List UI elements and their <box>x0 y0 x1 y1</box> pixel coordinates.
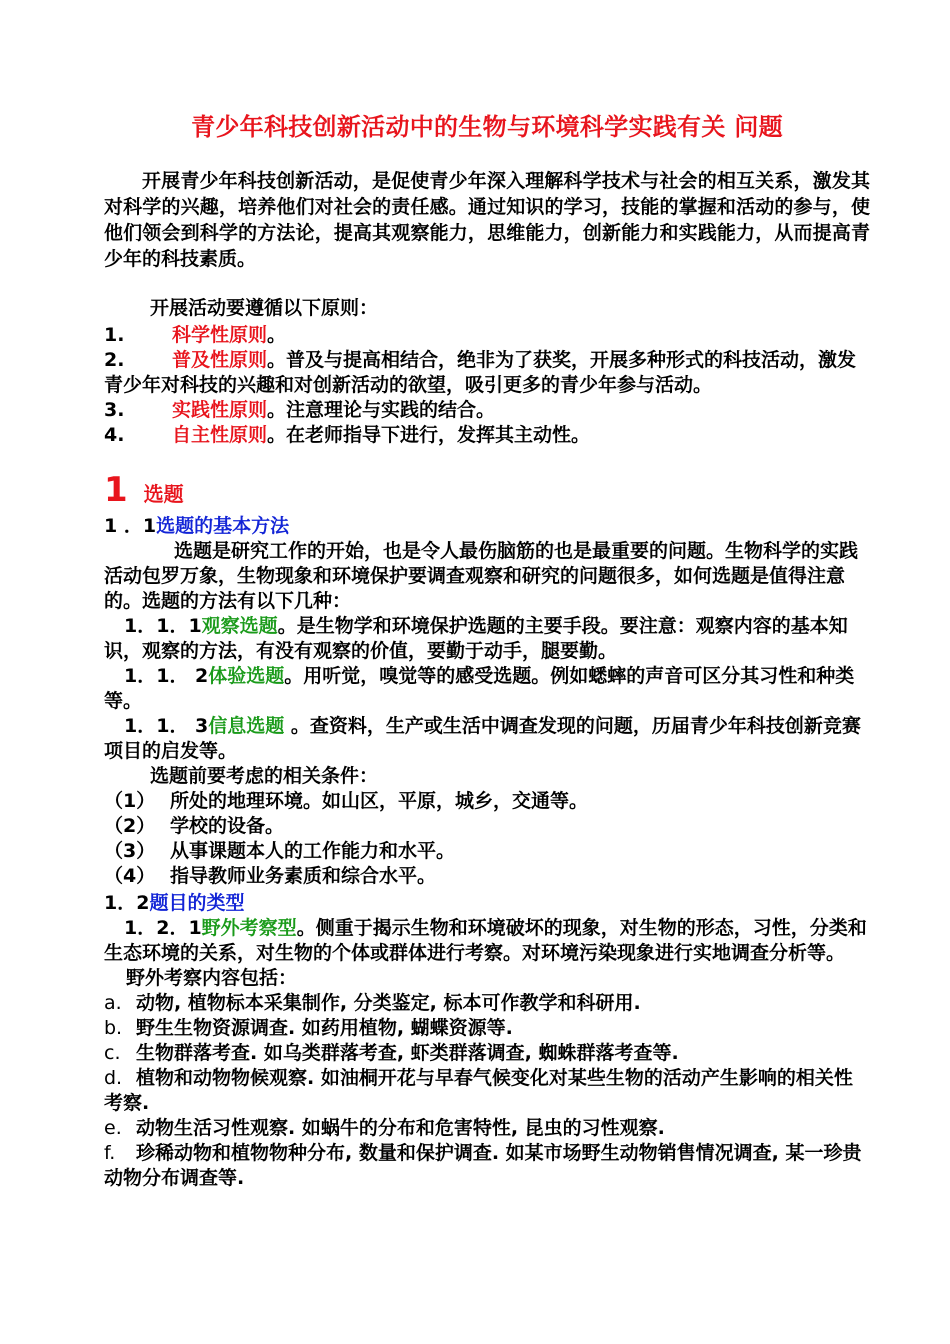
method-item <box>104 614 870 664</box>
method-name: 信息选题 <box>208 715 285 737</box>
method-text: 。查资料，生产或生活中调查发现的问题，历届青少年科技创新竞赛项目的启发等。 <box>104 715 861 762</box>
condition-label: （2） <box>104 815 156 837</box>
principle-item <box>104 323 870 348</box>
condition-item <box>104 864 870 889</box>
principle-number: 1. <box>104 324 125 346</box>
field-letter: f. <box>104 1142 116 1164</box>
field-letter: c. <box>104 1042 121 1064</box>
field-letter: d. <box>104 1067 123 1089</box>
principle-name: 自主性原则 <box>172 424 268 446</box>
condition-label: （3） <box>104 840 156 862</box>
document-title: 青少年科技创新活动中的生物与环境科学实践有关 问题 <box>191 113 783 141</box>
principle-name: 科学性原则 <box>172 324 268 346</box>
subsection-intro: 选题是研究工作的开始，也是令人最伤脑筋的也是最重要的问题。生物科学的实践活动包罗万象，生物现象和环境保护要调查观察和研究的问题很多，如何选题是值得注意的。选题的方法有以下几种： <box>104 540 859 612</box>
intro-paragraph: 开展青少年科技创新活动，是促使青少年深入理解科学技术与社会的相互关系，激发其对科学的兴趣，培养他们对社会的责任感。通过知识的学习，技能的掌握和活动的参与，使他们领会到科学的方法论，提高其观察能力，思维能力，创新能力和实践能力，从而提高青少年的科技素质。 <box>104 170 870 270</box>
field-text: 动物生活习性观察. 如蜗牛的分布和危害特性, 昆虫的习性观察. <box>136 1117 665 1139</box>
method-number: 1．1．1 <box>124 615 202 637</box>
conditions-list <box>104 789 870 889</box>
section-number: 1 <box>104 470 128 510</box>
method-name: 观察选题 <box>201 615 278 637</box>
principle-name: 普及性原则 <box>172 349 268 371</box>
section-heading <box>104 470 870 510</box>
field-text: 珍稀动物和植物物种分布, 数量和保护调查. 如某市场野生动物销售情况调查, 某一珍贵动物分布调查等. <box>104 1142 862 1189</box>
field-letter: e. <box>104 1117 122 1139</box>
field-text: 生物群落考查. 如乌类群落考查, 虾类群落调查, 蜘蛛群落考查等. <box>136 1042 679 1064</box>
condition-text: 指导教师业务素质和综合水平。 <box>170 865 437 887</box>
method-name: 体验选题 <box>208 665 285 687</box>
condition-text: 所处的地理环境。如山区，平原，城乡，交通等。 <box>170 790 589 812</box>
condition-label: （1） <box>104 790 156 812</box>
principle-number: 3. <box>104 399 125 421</box>
subsection-title: 题目的类型 <box>149 892 245 914</box>
method-text: 。用听觉，嗅觉等的感受选题。例如蟋蟀的声音可区分其习性和种类等。 <box>104 665 855 712</box>
type-number: 1．2．1 <box>124 917 202 939</box>
condition-label: （4） <box>104 865 156 887</box>
condition-item <box>104 789 870 814</box>
field-item <box>104 1066 870 1116</box>
method-number: 1．1． 3 <box>124 715 209 737</box>
principle-text: 。注意理论与实践的结合。 <box>267 399 496 421</box>
principle-name: 实践性原则 <box>172 399 268 421</box>
field-text: 植物和动物物候观察. 如油桐开花与早春气候变化对某些生物的活动产生影响的相关性考察. <box>104 1067 853 1114</box>
principle-text: 。在老师指导下进行，发挥其主动性。 <box>267 424 591 446</box>
condition-item <box>104 814 870 839</box>
principle-item <box>104 398 870 423</box>
condition-text: 学校的设备。 <box>170 815 285 837</box>
principle-item <box>104 348 870 398</box>
field-list <box>104 991 870 1191</box>
field-heading: 野外考察内容包括： <box>126 967 298 989</box>
field-text: 野生生物资源调查. 如药用植物, 蝴蝶资源等. <box>136 1017 513 1039</box>
subsection-heading <box>104 514 870 539</box>
field-item <box>104 1116 870 1141</box>
field-item <box>104 1016 870 1041</box>
subsection-heading <box>104 891 870 916</box>
conditions-heading: 选题前要考虑的相关条件： <box>150 765 379 787</box>
subsection-title: 选题的基本方法 <box>156 515 290 537</box>
method-text: 。是生物学和环境保护选题的主要手段。要注意：观察内容的基本知识，观察的方法，有没有观察的价值，要勤于动手，腿要勤。 <box>104 615 848 662</box>
condition-item <box>104 839 870 864</box>
method-item <box>104 714 870 764</box>
field-letter: b. <box>104 1017 123 1039</box>
principle-number: 2. <box>104 349 125 371</box>
principle-text: 。普及与提高相结合，绝非为了获奖，开展多种形式的科技活动，激发青少年对科技的兴趣和对创新活动的欲望，吸引更多的青少年参与活动。 <box>104 349 857 396</box>
method-item <box>104 664 870 714</box>
field-letter: a. <box>104 992 122 1014</box>
section-title: 选题 <box>143 482 184 506</box>
condition-text: 从事课题本人的工作能力和水平。 <box>170 840 456 862</box>
type-name: 野外考察型 <box>201 917 297 939</box>
type-item <box>104 916 870 966</box>
principle-text: 。 <box>267 324 287 346</box>
principles-list <box>104 323 870 448</box>
principle-item <box>104 423 870 448</box>
subsection-number: 1．2 <box>104 892 150 914</box>
principles-heading: 开展活动要遵循以下原则： <box>150 297 379 319</box>
method-number: 1．1． 2 <box>124 665 209 687</box>
type-text: 。侧重于揭示生物和环境破坏的现象，对生物的形态，习性，分类和生态环境的关系，对生物的个体或群体进行考察。对环境污染现象进行实地调查分析等。 <box>104 917 867 964</box>
field-item <box>104 991 870 1016</box>
principle-number: 4. <box>104 424 125 446</box>
field-item <box>104 1041 870 1066</box>
field-text: 动物, 植物标本采集制作, 分类鉴定, 标本可作教学和科研用. <box>136 992 641 1014</box>
subsection-number: 1 ．1 <box>104 515 157 537</box>
field-item <box>104 1141 870 1191</box>
